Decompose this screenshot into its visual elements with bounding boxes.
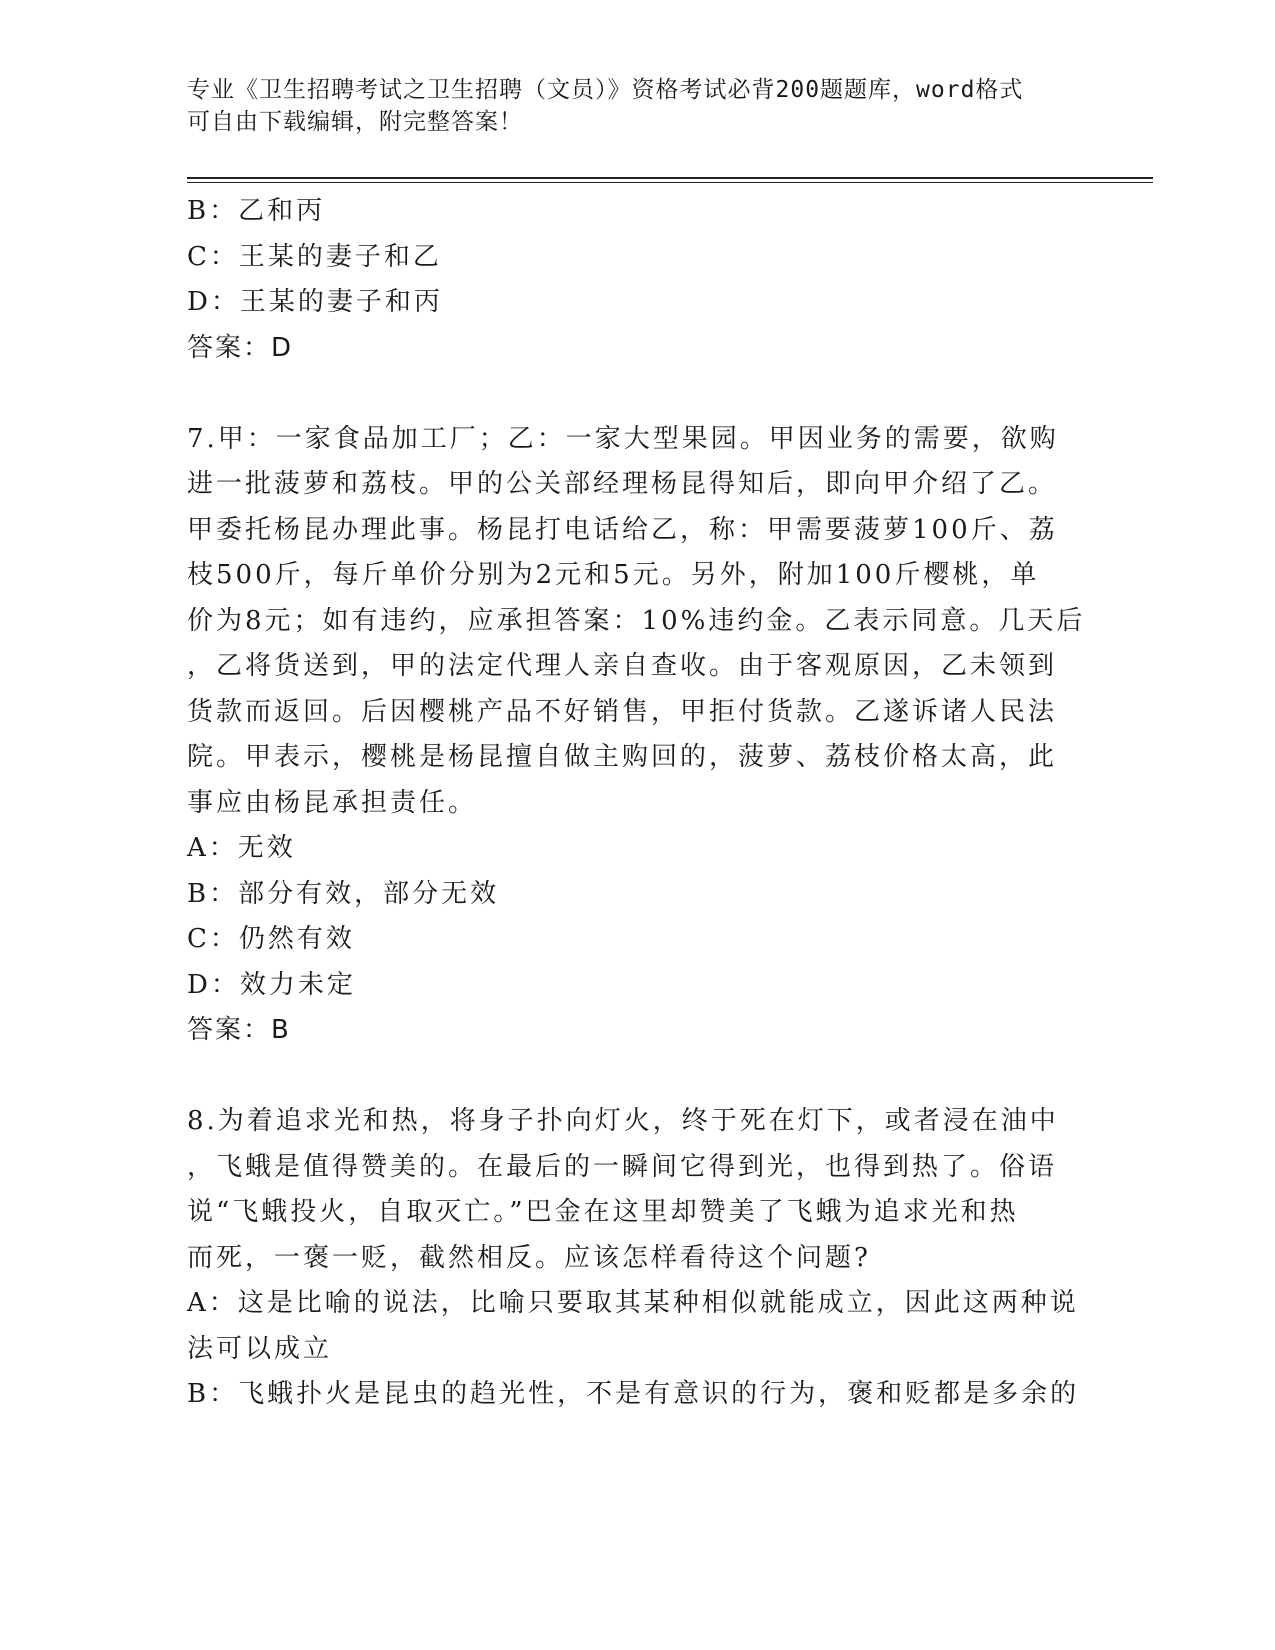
prev-question-options [187, 189, 1072, 326]
question-8 [187, 1099, 1080, 1418]
spacer [187, 1054, 1072, 1100]
document-body [187, 189, 1086, 1418]
question-7-line: 7.甲：一家食品加工厂；乙：一家大型果园。甲因业务的需要，欲购 [187, 423, 1059, 454]
question-8-line: 8.为着追求光和热，将身子扑向灯火，终于死在灯下，或者浸在油中 [187, 1106, 1059, 1136]
option-b: B：飞蛾扑火是昆虫的趋光性，不是有意识的行为，褒和贬都是多余的 [187, 1379, 1080, 1409]
question-7-line: 甲委托杨昆办理此事。杨昆打电话给乙，称：甲需要菠萝100斤、荔 [187, 514, 1058, 545]
option-b: B：乙和丙 [187, 196, 326, 226]
option-c: C：仍然有效 [187, 924, 355, 954]
option-d: D：效力未定 [187, 969, 356, 1000]
header-line-2: 可自由下载编辑，附完整答案！ [187, 109, 523, 135]
option-a: A：这是比喻的说法，比喻只要取其某种相似就能成立，因此这两种说 [187, 1288, 1079, 1318]
option-c: C：王某的妻子和乙 [187, 241, 442, 272]
question-7 [187, 417, 1086, 1054]
question-7-line: 事应由杨昆承担责任。 [187, 787, 478, 818]
question-8-line: 而死，一褒一贬，截然相反。应该怎样看待这个问题? [187, 1242, 871, 1273]
header-line-1: 专业《卫生招聘考试之卫生招聘（文员）》资格考试必背200题题库，word格式 [187, 77, 1024, 103]
header-divider-thin [187, 182, 1153, 183]
question-7-line: 价为8元；如有违约，应承担答案：10%违约金。乙表示同意。几天后 [187, 605, 1086, 636]
option-a: A：无效 [187, 833, 296, 863]
option-a-continued: 法可以成立 [187, 1333, 333, 1364]
question-8-line: ，飞蛾是值得赞美的。在最后的一瞬间它得到光，也得到热了。俗语 [187, 1151, 1058, 1182]
question-8-line: 说“飞蛾投火，自取灭亡。”巴金在这里却赞美了飞蛾为追求光和热 [187, 1197, 1019, 1227]
question-7-answer: 答案：B [187, 1015, 291, 1045]
question-7-line: 货款而返回。后因樱桃产品不好销售，甲拒付货款。乙遂诉诸人民法 [187, 696, 1058, 727]
question-7-line: ，乙将货送到，甲的法定代理人亲自查收。由于客观原因，乙未领到 [187, 651, 1058, 681]
question-7-line: 进一批菠萝和荔枝。甲的公关部经理杨昆得知后，即向甲介绍了乙。 [187, 469, 1058, 499]
header-divider-thick [187, 177, 1153, 179]
prev-question-answer: 答案：D [187, 332, 294, 363]
spacer [187, 371, 1072, 417]
option-b: B：部分有效，部分无效 [187, 878, 500, 909]
question-7-line: 院。甲表示，樱桃是杨昆擅自做主购回的，菠萝、荔枝价格太高，此 [187, 742, 1058, 772]
page-header [187, 74, 1067, 138]
option-d: D：王某的妻子和丙 [187, 287, 443, 317]
question-7-line: 枝500斤，每斤单价分别为2元和5元。另外，附加100斤樱桃，单 [187, 560, 1040, 590]
